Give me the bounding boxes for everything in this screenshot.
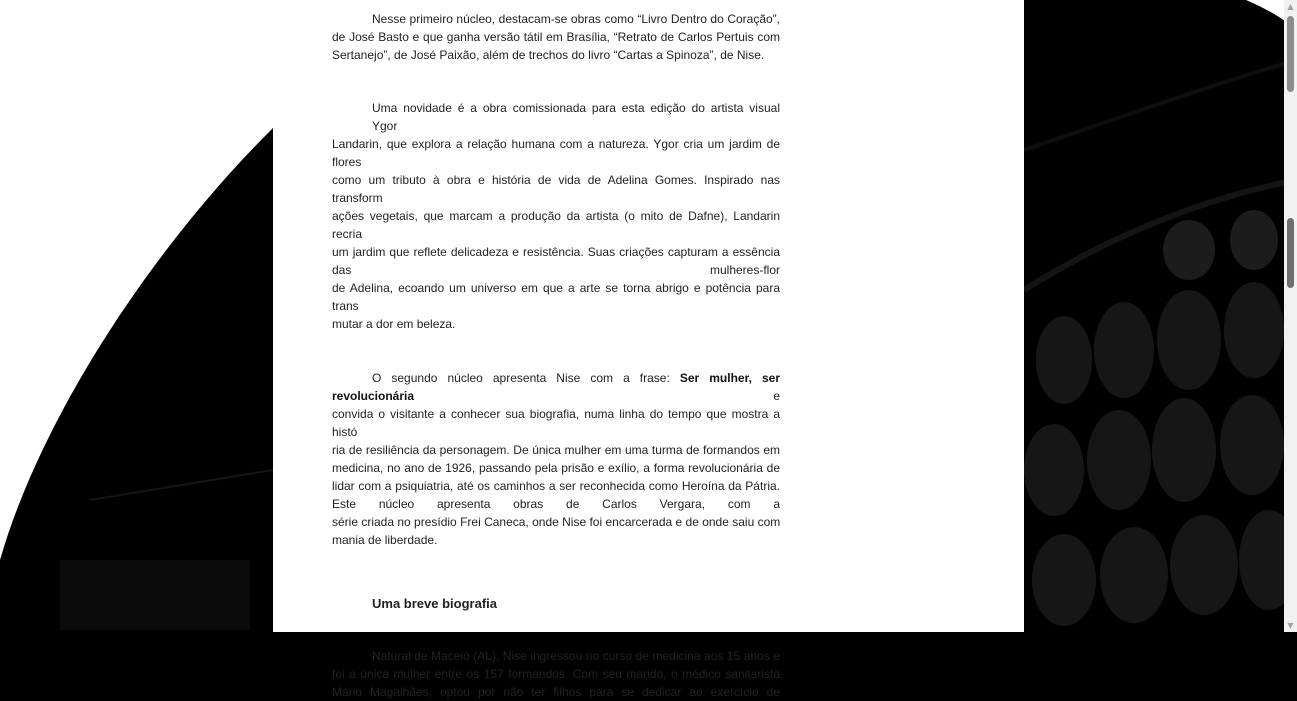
scrollbar-thumb-top[interactable] [1287,16,1294,92]
dark-texture-shape [1024,0,1297,632]
text-line: ações vegetais, que marcam a produção da artista (o mito de Dafne), Landarin recria [332,209,780,241]
text-line: foi a única mulher entre os 157 formandos. Com seu marido, o médico sanitarista [332,667,780,681]
text-line: convida o visitante a conhecer sua biografia, numa linha do tempo que mostra a histó [332,407,780,439]
text-line: Sertanejo”, de José Paixão, além de trechos do livro “Cartas a Spinoza”, de Nise. [332,48,765,62]
bold-phrase: revolucionária [332,389,415,403]
paragraph-commissioned-work [332,99,780,333]
background-artwork-right [1024,0,1297,632]
text-line: Landarin, que explora a relação humana com a natureza. Ygor cria um jardim de [332,137,780,151]
background-artwork-left [0,0,273,632]
paragraph-first-nucleus [332,10,780,64]
text-line: Este núcleo apresenta obras de Carlos Vergara, com a [332,497,780,511]
vertical-scrollbar[interactable] [1284,0,1297,632]
section-heading: Uma breve biografia [372,596,497,611]
paragraph-second-nucleus [332,369,780,549]
paragraph-biography [332,647,780,701]
text-line: Natural de Maceió (AL), Nise ingressou no curso de medicina aos 15 anos e [372,649,780,663]
text-line: das mulheres-flor [332,263,780,277]
text-fragment: O segundo núcleo apresenta Nise com a frase: [372,371,680,385]
text-line: medicina, no ano de 1926, passando pela prisão e exílio, a forma revolucionária de [332,461,780,475]
text-line: ria de resiliência da personagem. De única mulher em uma turma de formandos em [332,443,780,457]
document-page [273,0,1024,699]
text-line: como um tributo à obra e história de vida de Adelina Gomes. Inspirado nas transform [332,173,780,205]
text-line: um jardim que reflete delicadeza e resistência. Suas criações capturam a essência [332,245,780,259]
text-line: Nesse primeiro núcleo, destacam-se obras como “Livro Dentro do Coração”, [372,12,780,26]
scrollbar-thumb[interactable] [1287,218,1294,288]
text-line: de José Basto e que ganha versão tátil em Brasília, “Retrato de Carlos Pertuis com [332,30,780,44]
text-line: Mário Magalhães, optou por não ter filhos para se dedicar ao exercício de [332,685,780,699]
text-line: Uma novidade é a obra comissionada para esta edição do artista visual Ygor [372,101,780,133]
text-line: mutar a dor em beleza. [332,317,456,331]
text-fragment: e [773,389,780,403]
text-line [332,387,780,405]
bold-phrase: Ser mulher, ser [679,371,780,385]
dark-circle-shape [0,0,273,632]
document-body [332,10,780,701]
text-line: lidar com a psiquiatria, até os caminhos a ser reconhecida como Heroína da Pátria. [332,479,780,493]
text-line: de Adelina, ecoando um universo em que a arte se torna abrigo e potência para trans [332,281,780,313]
text-line: flores [332,155,362,169]
text-line: série criada no presídio Frei Caneca, onde Nise foi encarcerada e de onde saiu com [332,515,781,529]
text-line: mania de liberdade. [332,533,438,547]
scroll-down-arrow-icon[interactable]: ▼ [1287,621,1294,630]
scroll-up-arrow-icon[interactable]: ▲ [1287,2,1294,11]
text-line [332,369,780,387]
